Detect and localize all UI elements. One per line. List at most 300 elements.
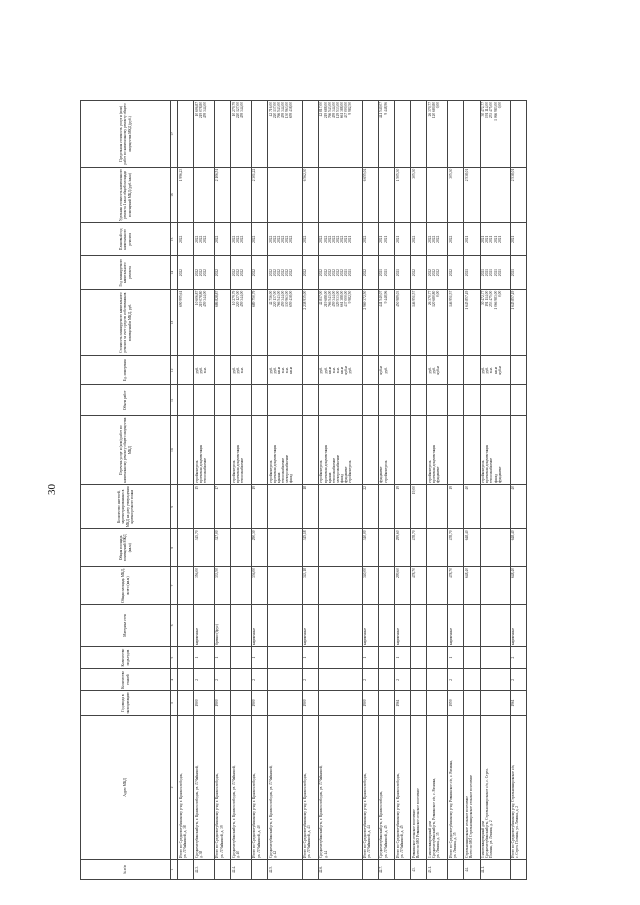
cell-c8 [427,529,448,567]
cell-line: Итого по Среднеахтубинскому р-ну, г. Краснослободск, [215,773,220,859]
cell-c2 [178,715,194,859]
cell-c9 [268,485,303,529]
column-header: Адрес МКД [81,715,171,859]
cell-c6: кирпичные [302,604,318,646]
cell-c10 [302,416,318,485]
cell-c14 [231,256,252,289]
cell-c4 [427,669,448,691]
cell-line: Итого по Среднеахтубинскому р-ну, Ровнинское с/п, с. Рахинка, [448,760,453,859]
cell-c7: 478,70 [448,567,464,605]
cell-line: Итого по Среднеахтубинскому р-ну, Стрельноширокское с/п, [511,764,516,859]
cell-c10 [378,416,394,485]
cell-line: 459 344,00 [281,102,286,119]
cell-c14 [510,256,526,289]
cell-line: ул. Л.Чайкиной, д. 45 [399,825,404,859]
cell-c5 [178,647,194,669]
cell-c8: 478,70 [448,529,464,567]
cell-c14 [378,256,394,289]
cell-line: 459 344,00 [281,290,286,307]
cell-line: д. 44 [323,850,328,859]
cell-c13 [395,289,411,356]
cell-c3 [378,691,394,715]
cell-c13 [302,289,318,356]
cell-c8 [268,529,303,567]
cell-line: 2022 [276,235,281,243]
cell-c6: кирпичные [448,604,464,646]
cell-c1 [448,860,464,880]
cell-c4: 2 [302,669,318,691]
cell-c17 [510,101,526,168]
cell-line: 42 716,00 [268,102,273,117]
table-row [318,101,362,880]
column-header: Общая площадь МКД, всего (кв.м) [81,567,171,605]
cell-c1: 42.7. [378,860,394,880]
cell-c3: 1900 [302,691,318,715]
cell-line: Итого по Среднеахтубинскому р-ну, г. Краснослободск, [252,773,257,859]
cell-c8: 345,70 [194,529,215,567]
cell-line: кв.м [327,366,332,374]
cell-c15 [268,223,303,256]
table-row [448,101,464,880]
cell-line: проектная документация [323,444,328,484]
cell-line: ул. Ленина, д. 35 [436,832,441,859]
cell-c7: 299,60 [395,567,411,605]
cell-line: 10 606,87 [194,290,199,306]
cell-c10 [318,416,362,485]
cell-line: 2022 [331,235,336,243]
cell-c12 [362,356,378,385]
cell-line: куб.м [379,366,384,375]
cell-c7: 356,00 [194,567,215,605]
cell-line: 130 963,00 [285,290,290,307]
cell-c5 [231,647,252,669]
cell-c11 [464,385,480,416]
cell-c10 [178,416,194,485]
cell-line: 42 716,00 [268,290,273,306]
cell-c3 [231,691,252,715]
cell-line: 2022 [252,269,257,277]
cell-line: 2021 [379,235,384,243]
cell-c6: кирпичные [362,604,378,646]
column-index: 7 [171,567,178,605]
cell-c16: 6 562,30 [302,167,318,222]
cell-c7 [480,567,510,605]
table-row [510,101,526,880]
cell-c1 [302,860,318,880]
cell-line: теплоснабжение [281,457,286,484]
cell-line: теплоснабжение [239,457,244,484]
cell-c14 [214,256,230,289]
cell-c14 [302,256,318,289]
cell-c3 [480,691,510,715]
cell-c10 [268,416,303,485]
cell-c15 [318,223,362,256]
cell-c11 [427,385,448,416]
cell-c12 [268,356,303,385]
cell-c11 [378,385,394,416]
cell-c12 [427,356,448,385]
cell-line: Ровнинское сельское поселение [411,809,416,859]
cell-line: 191 114,00 [485,290,490,307]
cell-line: 2021 [395,269,400,277]
cell-line: руб. [348,367,353,374]
cell-line: 689 750,79 [252,290,257,307]
cell-c12 [480,356,510,385]
cell-c14 [464,256,480,289]
cell-c15 [464,223,480,256]
cell-line: 659 438,00 [289,102,294,119]
cell-c3 [178,691,194,715]
column-index: 9 [171,485,178,529]
cell-line: 129 533,00 [335,102,340,119]
cell-c12 [411,356,427,385]
column-header: Предельная стоимость услуг и (или) работ по капитальному ремонту общего имущества МКД (руб.) [81,101,171,168]
cell-line: Всего по МО Ровнинское сельское поселение [415,788,420,859]
cell-c11 [448,385,464,416]
cell-c9: 19 [251,485,267,529]
cell-c2 [480,715,510,859]
cell-line: 1 645 857,49 [511,290,516,310]
cell-c15 [194,223,215,256]
cell-c16 [268,167,303,222]
repair-plan-table [80,100,527,880]
cell-line: 220 137,00 [272,102,277,119]
cell-c17 [448,101,464,168]
cell-line: 2021 [464,269,469,277]
cell-line: 219 688,00 [323,290,328,307]
cell-c1: 44.1. [480,860,510,880]
cell-line: 2021 [464,235,469,243]
cell-c12 [302,356,318,385]
cell-c5: 2 [510,647,526,669]
cell-c13 [448,289,464,356]
cell-c17 [411,101,427,168]
cell-c15 [302,223,318,256]
cell-line: 2022 [252,235,257,243]
cell-line: ул. Л.Чайкиной, д. 43 [307,825,312,859]
cell-c2 [395,715,411,859]
table-row [362,101,378,880]
cell-line: 459 344,00 [202,290,207,307]
cell-c16: 2 301,22 [251,167,267,222]
cell-line: 441 540,07 [379,290,384,307]
cell-line: 2022 [272,269,277,277]
column-index: 10 [171,416,178,485]
cell-c16: 2 538,01 [464,167,480,222]
cell-line: руб. [319,367,324,374]
cell-line: 2022 [178,269,183,277]
cell-c17 [268,101,303,168]
cell-line: 2021 [348,269,353,277]
cell-c5: 1 [194,647,215,669]
cell-line: проектная документация [198,444,203,484]
cell-c9 [480,485,510,529]
cell-c8 [318,529,362,567]
cell-line: 0,00 [436,290,441,298]
cell-c1 [251,860,267,880]
cell-c2 [427,715,448,859]
cell-line: проектная документация [485,444,490,484]
cell-line: 2022 [432,269,437,277]
cell-c4 [231,669,252,691]
cell-c3 [411,691,427,715]
cell-line: 2022 [340,269,345,277]
cell-c7 [378,567,394,605]
cell-line: 2021 [379,269,384,277]
cell-line: 459 344,00 [239,102,244,119]
cell-line: 2022 [215,235,220,243]
column-header: Общая площадь помещений МКД (кв.м) [81,529,171,567]
cell-c17 [178,101,194,168]
cell-line: 2022 [319,235,324,243]
cell-line: 2022 [215,269,220,277]
cell-c11 [194,385,215,416]
cell-c14 [194,256,215,289]
cell-line: ул. Ленина, д. 35 [452,832,457,859]
column-index: 11 [171,385,178,416]
cell-c13 [362,289,378,356]
cell-c14 [178,256,194,289]
cell-line: 10 606,87 [194,102,199,117]
cell-c1 [395,860,411,880]
cell-c11 [214,385,230,416]
column-header: Удельная стоимость капитального ремонта 1 кв.м общей площади помещений МКД (руб./кв.м) [81,167,171,222]
column-header: Объем работ [81,385,171,416]
cell-line: 30 472,77 [481,102,486,117]
cell-line: 2022 [448,235,453,243]
cell-line: 253 475,00 [489,102,494,119]
cell-c5 [411,647,427,669]
cell-line: руб. [235,367,240,374]
cell-c15 [362,223,378,256]
cell-line: 2022 [335,235,340,243]
cell-line: 459 344,00 [331,102,336,119]
cell-line: 2022 [202,235,207,243]
cell-c1: 42.6. [318,860,362,880]
cell-c3: 1959 [448,691,464,715]
cell-line: 766 543,00 [327,290,332,307]
cell-line: 2021 [481,235,486,243]
cell-c10 [411,416,427,485]
cell-line: фасад [340,474,345,484]
cell-c3: 1961 [395,691,411,715]
cell-c2 [231,715,252,859]
cell-c14 [362,256,378,289]
cell-c11 [395,385,411,416]
cell-line: Поляны, ул. Ленина, д. 2 [489,820,494,859]
cell-c7 [231,567,252,605]
cell-c14 [448,256,464,289]
cell-c12 [378,356,394,385]
cell-line: крыша [327,472,332,484]
cell-c10 [464,416,480,485]
page-number: 30 [46,484,58,495]
cell-line: 2022 [198,235,203,243]
cell-line: 2022 [327,235,332,243]
cell-line: 2021 [485,269,490,277]
column-header: № п/п [81,860,171,880]
column-header: Плановый год капитального ремонта [81,223,171,256]
cell-line: 2021 [489,235,494,243]
cell-c7: 478,70 [411,567,427,605]
cell-line: проектная документация [432,444,437,484]
cell-line: 1 645 857,49 [464,290,469,310]
cell-c7: 333,50 [214,567,230,605]
cell-c6 [480,604,510,646]
cell-line: руб. [481,367,486,374]
table-row [268,101,303,880]
cell-c1: 43.1. [427,860,448,880]
cell-c6 [268,604,303,646]
cell-line: 2021 [485,235,490,243]
cell-c7: 343,18 [302,567,318,605]
cell-line: 1 066 983,00 [493,290,498,310]
cell-c16: 1 505,30 [395,167,411,222]
cell-c12 [395,356,411,385]
cell-c7 [427,567,448,605]
cell-c12 [464,356,480,385]
cell-line: 146 951,57 [448,290,453,307]
cell-c3: 1900 [214,691,230,715]
cell-c15 [251,223,267,256]
cell-c3: 1900 [194,691,215,715]
cell-c13 [231,289,252,356]
cell-c7 [318,567,362,605]
cell-c8: 478,70 [411,529,427,567]
cell-c16 [378,167,394,222]
cell-line: 459 344,00 [202,102,207,119]
cell-line: 220 127,00 [235,290,240,307]
cell-c11 [480,385,510,416]
table-row [231,101,252,880]
cell-line: 0,00 [436,102,441,109]
cell-line: 2022 [427,235,432,243]
cell-c12 [231,356,252,385]
cell-line: 220 137,00 [272,290,277,307]
column-header: Количество этажей [81,669,171,691]
cell-line: 9 448,96 [383,102,388,115]
cell-line: проектная документация [235,444,240,484]
cell-line: п.м. [285,367,290,374]
cell-line: 1 066 983,00 [493,102,498,121]
cell-c10 [362,416,378,485]
cell-line: 2022 [268,235,273,243]
cell-line: 2022 [276,269,281,277]
cell-c1 [214,860,230,880]
cell-c6 [411,604,427,646]
cell-c5 [268,647,303,669]
cell-line: электроснабжение [335,454,340,484]
cell-c16 [480,167,510,222]
cell-line: 2022 [268,269,273,277]
cell-c2 [464,715,480,859]
cell-line: 2022 [235,269,240,277]
cell-line: стройконтроль [427,460,432,484]
cell-c13 [251,289,267,356]
cell-line: ул. Л.Чайкиной, д. 45 [383,825,388,859]
cell-c4: 2 [214,669,230,691]
cell-line: 766 543,00 [276,290,281,307]
table-row [302,101,318,880]
cell-line: стройконтроль [231,460,236,484]
cell-line: п.м. [239,367,244,374]
cell-line: 2022 [411,269,416,277]
cell-c4 [464,669,480,691]
cell-c16: 2 106,51 [214,167,230,222]
cell-c6 [378,604,394,646]
cell-line: 2022 [411,235,416,243]
column-header: Ед. измерения [81,356,171,385]
cell-line: проектная документация [272,444,277,484]
cell-line: 2022 [427,269,432,277]
cell-c10 [480,416,510,485]
cell-line: с. Стрел. Поляны, ул. Ленина, д. 2 [515,805,520,859]
cell-c11 [268,385,303,416]
cell-line: д. 42 [272,850,277,859]
cell-line: 2021 [497,235,502,243]
table-row [178,101,194,880]
cell-line: 2022 [178,235,183,243]
cell-line: 2022 [303,269,308,277]
cell-line: 2022 [231,235,236,243]
cell-c9: 19 [448,485,464,529]
cell-c2 [362,715,378,859]
column-index: 2 [171,715,178,859]
cell-line: теплоснабжение [331,457,336,484]
cell-line: Всего по МО Стрельноширокское сельское поселение [469,775,474,859]
cell-line: 450 989,03 [395,290,400,307]
cell-line: 2022 [285,269,290,277]
cell-line: Среднеахтубинский р-н, г. Краснослободск, ул. Л.Чайкиной, [231,765,236,859]
table-row [411,101,427,880]
cell-c1 [362,860,378,880]
cell-c4 [268,669,303,691]
cell-line: 2022 [436,235,441,243]
cell-c17 [318,101,362,168]
cell-line: руб. [323,367,328,374]
cell-c10 [231,416,252,485]
cell-line: 219 688,00 [323,102,328,119]
cell-line: кв.м [340,366,345,374]
cell-line: 2022 [363,235,368,243]
column-header: Материал стен [81,604,171,646]
cell-line: 686 828,87 [215,290,220,307]
column-header: Стоимость планируемого капитального ремонта за счет средств собственников помещений в МКД, руб. [81,289,171,356]
cell-line: 2022 [335,269,340,277]
cell-c14 [268,256,303,289]
cell-c9: 19 [395,485,411,529]
cell-line: руб. [485,367,490,374]
cell-c6: кирпичные [194,604,215,646]
cell-line: п.м. [489,367,494,374]
cell-line: Итого по Среднеахтубинскому р-ну, г. Краснослободск, [303,773,308,859]
cell-c17 [480,101,510,168]
cell-c8: 340,00 [362,529,378,567]
cell-line: Среднеахтубинский р-н, г. Краснослободск, ул. Л.Чайкиной, [194,765,199,859]
cell-c3: 1961 [510,691,526,715]
cell-line: 2021 [497,269,502,277]
cell-line: 2022 [231,269,236,277]
cell-line: 2021 [395,235,400,243]
cell-c15 [510,223,526,256]
cell-line: стройконтроль [348,460,353,484]
column-index: 15 [171,223,178,256]
cell-line: кв.м [493,366,498,374]
cell-line: фундамент [344,466,349,484]
cell-line: 2021 [383,269,388,277]
cell-c10 [251,416,267,485]
cell-c4: 2 [362,669,378,691]
